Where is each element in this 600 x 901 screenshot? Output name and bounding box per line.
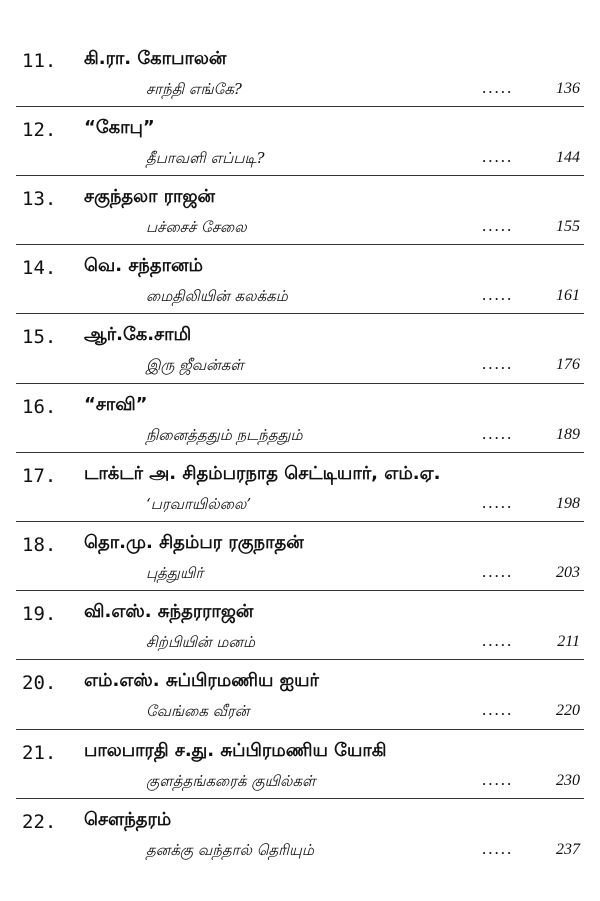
entry-number: 18. — [22, 534, 57, 556]
entry-number: 11. — [22, 50, 57, 72]
entry-number: 13. — [22, 188, 57, 210]
toc-entry-18 — [0, 524, 600, 594]
divider — [16, 452, 584, 453]
entry-author: வெ. சந்தானம் — [84, 255, 203, 276]
toc-entry-20 — [0, 662, 600, 732]
entry-title: சாந்தி எங்கே? — [146, 80, 242, 98]
dot-leader: ..... — [482, 285, 514, 304]
entry-page-number: 189 — [556, 426, 580, 443]
entry-title: தனக்கு வந்தால் தெரியும் — [146, 841, 314, 859]
toc-entry-14 — [0, 247, 600, 317]
entry-title: குளத்தங்கரைக் குயில்கள் — [146, 772, 316, 790]
dot-leader: ..... — [482, 354, 514, 373]
dot-leader: ..... — [482, 770, 514, 789]
entry-number: 19. — [22, 603, 57, 625]
toc-entry-11 — [0, 40, 600, 110]
dot-leader: ..... — [482, 493, 514, 512]
divider — [16, 729, 584, 730]
dot-leader: ..... — [482, 562, 514, 581]
toc-entry-16 — [0, 386, 600, 456]
entry-author: கி.ரா. கோபாலன் — [84, 48, 227, 69]
toc-entry-13 — [0, 178, 600, 248]
entry-number: 16. — [22, 396, 57, 418]
entry-title: சிற்பியின் மனம் — [146, 633, 256, 651]
entry-page-number: 230 — [556, 772, 580, 789]
entry-page-number: 161 — [556, 287, 580, 304]
entry-number: 14. — [22, 257, 57, 279]
divider — [16, 590, 584, 591]
divider — [16, 798, 584, 799]
entry-number: 17. — [22, 465, 57, 487]
entry-title: ‘பரவாயில்லை’ — [146, 495, 252, 513]
entry-author: சகுந்தலா ராஜன் — [84, 186, 215, 207]
entry-number: 12. — [22, 119, 57, 141]
entry-page-number: 176 — [556, 356, 580, 373]
entry-author: தொ.மு. சிதம்பர ரகுநாதன் — [84, 532, 304, 553]
entry-author: பாலபாரதி ச.து. சுப்பிரமணிய யோகி — [84, 740, 387, 761]
entry-page-number: 203 — [556, 564, 580, 581]
entry-page-number: 237 — [556, 841, 580, 858]
toc-entry-17 — [0, 455, 600, 525]
entry-page-number: 155 — [556, 218, 580, 235]
entry-number: 22. — [22, 811, 57, 833]
entry-number: 21. — [22, 742, 57, 764]
dot-leader: ..... — [482, 631, 514, 650]
toc-entry-19 — [0, 593, 600, 663]
divider — [16, 383, 584, 384]
toc-entry-15 — [0, 316, 600, 386]
divider — [16, 175, 584, 176]
entry-number: 15. — [22, 326, 57, 348]
entry-number: 20. — [22, 672, 57, 694]
dot-leader: ..... — [482, 700, 514, 719]
entry-page-number: 136 — [556, 80, 580, 97]
divider — [16, 521, 584, 522]
entry-author: “கோபு” — [84, 117, 155, 138]
entry-page-number: 144 — [556, 149, 580, 166]
entry-author: ஆர்.கே.சாமி — [84, 324, 192, 345]
dot-leader: ..... — [482, 839, 514, 858]
entry-title: இரு ஜீவன்கள் — [146, 356, 244, 374]
entry-title: பச்சைச் சேலை — [146, 218, 247, 236]
dot-leader: ..... — [482, 147, 514, 166]
divider — [16, 106, 584, 107]
entry-title: மைதிலியின் கலக்கம் — [146, 287, 288, 305]
entry-author: டாக்டர் அ. சிதம்பரநாத செட்டியார், எம்.ஏ. — [84, 463, 441, 484]
entry-title: வேங்கை வீரன் — [146, 702, 250, 720]
entry-author: சௌந்தரம் — [84, 809, 172, 830]
entry-author: “சாவி” — [84, 394, 148, 415]
entry-author: வி.எஸ். சுந்தரராஜன் — [84, 601, 254, 622]
dot-leader: ..... — [482, 424, 514, 443]
entry-page-number: 198 — [556, 495, 580, 512]
entry-page-number: 211 — [557, 633, 580, 650]
dot-leader: ..... — [482, 78, 514, 97]
entry-title: தீபாவளி எப்படி? — [146, 149, 265, 167]
dot-leader: ..... — [482, 216, 514, 235]
divider — [16, 313, 584, 314]
divider — [16, 244, 584, 245]
toc-entry-22 — [0, 801, 600, 871]
entry-title: புத்துயிர் — [146, 564, 204, 582]
entry-page-number: 220 — [556, 702, 580, 719]
entry-title: நினைத்ததும் நடந்ததும் — [146, 426, 303, 444]
toc-entry-21 — [0, 732, 600, 802]
divider — [16, 659, 584, 660]
toc-entry-12 — [0, 109, 600, 179]
entry-author: எம்.எஸ். சுப்பிரமணிய ஐயர் — [84, 670, 319, 691]
